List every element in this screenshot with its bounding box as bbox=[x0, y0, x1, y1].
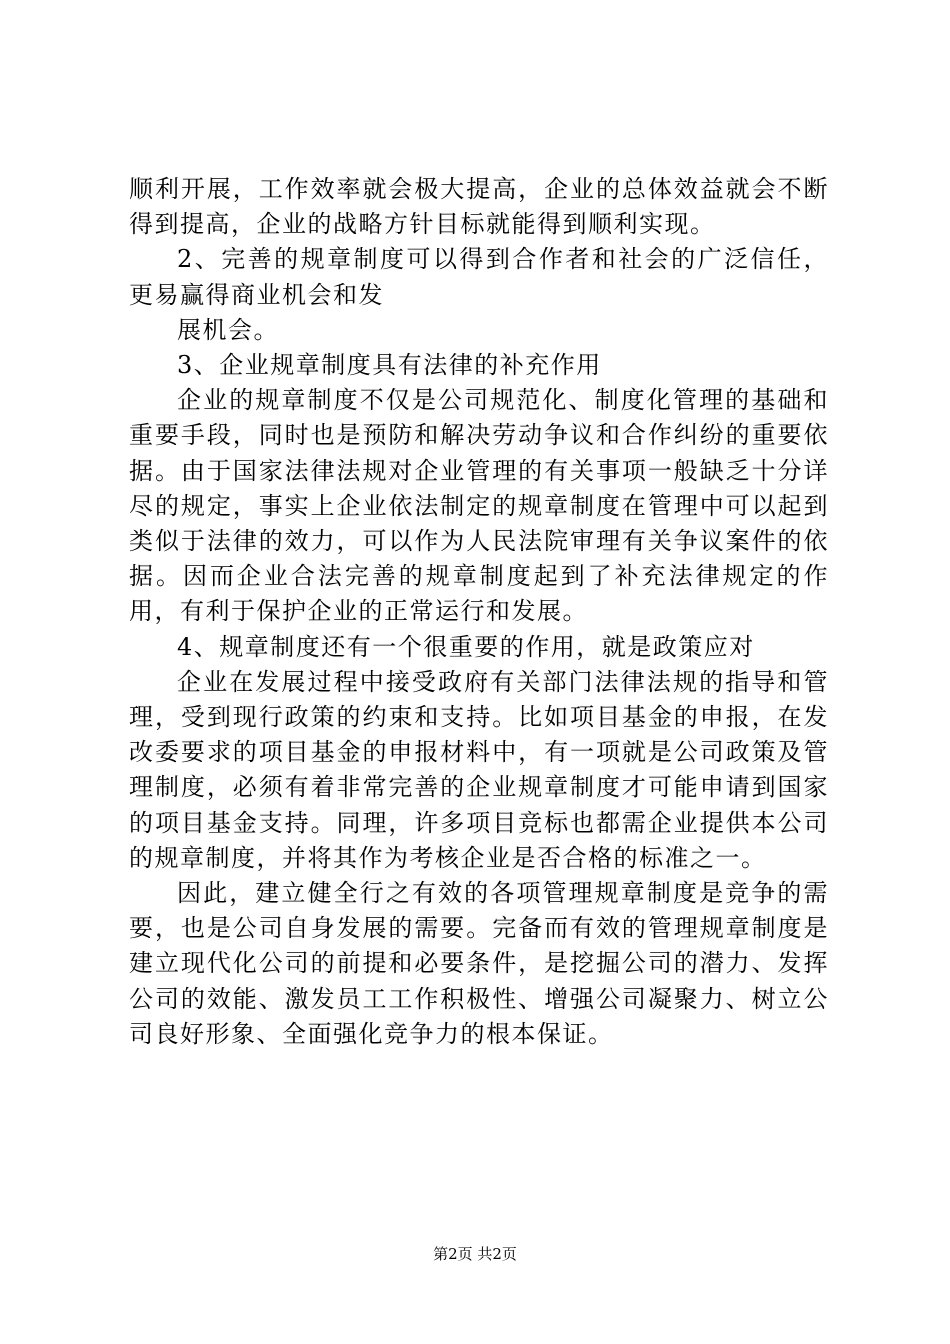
paragraph-point-2-tail: 展机会。 bbox=[177, 315, 279, 344]
document-body bbox=[129, 172, 829, 1052]
page-footer: 第2页 共2页 bbox=[433, 1245, 517, 1263]
paragraph-continuation: 顺利开展，工作效率就会极大提高，企业的总体效益就会不断得到提高，企业的战略方针目标就能得到顺利实现。 bbox=[129, 175, 829, 239]
heading-point-4: 4、规章制度还有一个很重要的作用，就是政策应对 bbox=[177, 632, 755, 661]
paragraph-point-2: 2、完善的规章制度可以得到合作者和社会的广泛信任，更易赢得商业机会和发 bbox=[129, 245, 829, 309]
paragraph-conclusion: 因此，建立健全行之有效的各项管理规章制度是竞争的需要，也是公司自身发展的需要。完备而有效的管理规章制度是建立现代化公司的前提和必要条件，是挖掘公司的潜力、发挥公司的效能、激发员工工作积极性、增强公司凝聚力、树立公司良好形象、全面强化竞争力的根本保证。 bbox=[129, 879, 829, 1048]
heading-point-3: 3、企业规章制度具有法律的补充作用 bbox=[177, 351, 602, 380]
paragraph-legal-supplement: 企业的规章制度不仅是公司规范化、制度化管理的基础和重要手段，同时也是预防和解决劳动争议和合作纠纷的重要依据。由于国家法律法规对企业管理的有关事项一般缺乏十分详尽的规定，事实上企业依法制定的规章制度在管理中可以起到类似于法律的效力，可以作为人民法院审理有关争议案件的依据。因而企业合法完善的规章制度起到了补充法律规定的作用，有利于保护企业的正常运行和发展。 bbox=[129, 386, 829, 626]
paragraph-policy-response: 企业在发展过程中接受政府有关部门法律法规的指导和管理，受到现行政策的约束和支持。比如项目基金的申报，在发改委要求的项目基金的申报材料中，有一项就是公司政策及管理制度，必须有着非常完善的企业规章制度才可能申请到国家的项目基金支持。同理，许多项目竞标也都需企业提供本公司的规章制度，并将其作为考核企业是否合格的标准之一。 bbox=[129, 667, 829, 872]
